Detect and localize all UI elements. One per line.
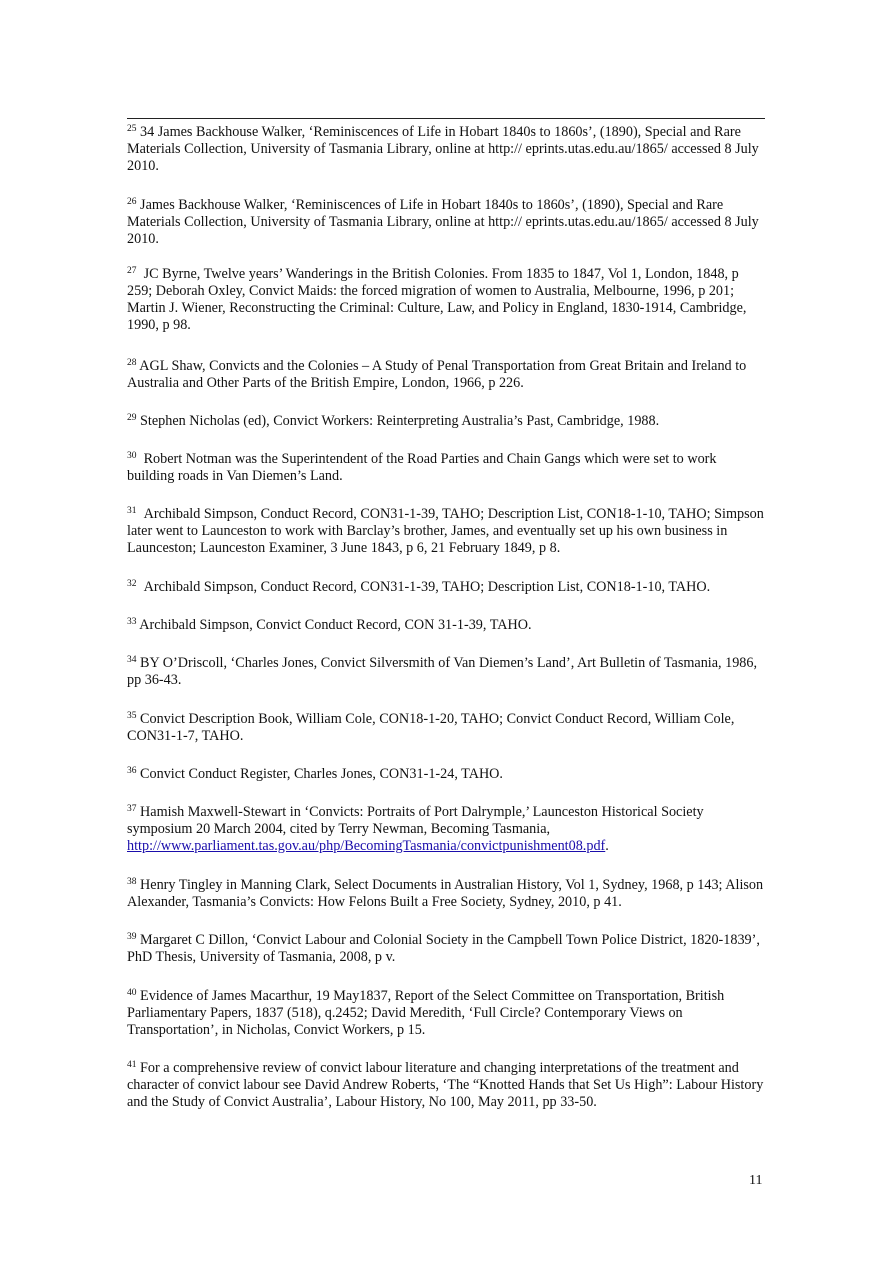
footnote-text: Henry Tingley in Manning Clark, Select Documents in Australian History, Vol 1, Sydney, 1968, p 143; Alison Alexander, Tasmania’s Convicts: How Felons Built a Free Society, Sydney, 2010, p 41.: [127, 877, 764, 910]
footnote-text: Margaret C Dillon, ‘Convict Labour and Colonial Society in the Campbell Town Police District, 1820-1839’, PhD Thesis, University of Tasmania, 2008, p v.: [127, 932, 760, 965]
footnote-number: 26: [127, 197, 137, 207]
footnote-32: [127, 579, 767, 596]
footnote-text: James Backhouse Walker, ‘Reminiscences of Life in Hobart 1840s to 1860s’, (1890), Special and Rare Materials Collection, University of Tasmania Library, online at http:// eprints.utas.edu.au/1865/ accessed 8 July 2010.: [127, 197, 759, 247]
footnote-37-link[interactable]: http://www.parliament.tas.gov.au/php/BecomingTasmania/convictpunishment08.pdf: [127, 838, 606, 854]
footnote-number: 41: [127, 1060, 137, 1070]
footnote-31: [127, 506, 767, 557]
footnote-number: 37: [127, 804, 137, 814]
footnote-text: Archibald Simpson, Conduct Record, CON31-1-39, TAHO; Description List, CON18-1-10, TAHO; Simpson later went to Launceston to work with Barclay’s brother, James, and eventually set up his own business in Launceston; Launceston Examiner, 3 June 1843, p 6, 21 February 1849, p 8.: [127, 506, 764, 556]
footnote-number: 33: [127, 617, 137, 627]
footnote-text: Convict Description Book, William Cole, CON18-1-20, TAHO; Convict Conduct Record, William Cole, CON31-1-7, TAHO.: [127, 711, 735, 744]
footnote-text: Hamish Maxwell-Stewart in ‘Convicts: Portraits of Port Dalrymple,’ Launceston Historical Society symposium 20 March 2004, cited by Terry Newman, Becoming Tasmania,: [127, 804, 704, 837]
footnote-number: 32: [127, 579, 137, 589]
footnote-number: 25: [127, 124, 137, 134]
footnote-number: 38: [127, 877, 137, 887]
footnote-37: [127, 804, 767, 855]
footnote-text: Convict Conduct Register, Charles Jones, CON31-1-24, TAHO.: [140, 766, 503, 782]
footnote-text: BY O’Driscoll, ‘Charles Jones, Convict Silversmith of Van Diemen’s Land’, Art Bulletin of Tasmania, 1986, pp 36-43.: [127, 655, 758, 688]
footnote-27: [127, 266, 767, 334]
footnote-33: [127, 617, 767, 634]
footnote-25: [127, 124, 767, 175]
footnote-35: [127, 711, 767, 745]
footnote-40: [127, 988, 767, 1039]
footnote-41: [127, 1060, 767, 1111]
footnote-number: 31: [127, 506, 137, 516]
footnote-number: 35: [127, 711, 137, 721]
footnote-number: 40: [127, 988, 137, 998]
footnote-number: 28: [127, 358, 137, 368]
footnote-text: AGL Shaw, Convicts and the Colonies – A Study of Penal Transportation from Great Britain and Ireland to Australia and Other Parts of the British Empire, London, 1966, p 226.: [127, 358, 747, 391]
footnote-text: Archibald Simpson, Convict Conduct Record, CON 31-1-39, TAHO.: [139, 617, 532, 633]
footnote-number: 36: [127, 766, 137, 776]
footnote-text: Evidence of James Macarthur, 19 May1837, Report of the Select Committee on Transportation, British Parliamentary Papers, 1837 (518), q.2452; David Meredith, ‘Full Circle? Contemporary Views on Transportation’, in Nicholas, Convict Workers, p 15.: [127, 988, 725, 1038]
footnote-number: 34: [127, 655, 137, 665]
footnote-trailing-period: .: [605, 838, 609, 854]
footnote-number: 29: [127, 413, 137, 423]
footnote-34: [127, 655, 767, 689]
footnote-text: For a comprehensive review of convict labour literature and changing interpretations of the treatment and character of convict labour see David Andrew Roberts, ‘The “Knotted Hands that Set Us High”: Labour History and the Study of Convict Australia’, Labour History, No 100, May 2011, pp 33-50.: [127, 1060, 764, 1110]
footnote-text: 34 James Backhouse Walker, ‘Reminiscences of Life in Hobart 1840s to 1860s’, (1890), Special and Rare Materials Collection, University of Tasmania Library, online at http:// eprints.utas.edu.au/1865/ accessed 8 July 2010.: [127, 124, 759, 174]
page-number: 11: [749, 1173, 763, 1188]
footnote-text: JC Byrne, Twelve years’ Wanderings in the British Colonies. From 1835 to 1847, Vol 1, London, 1848, p 259; Deborah Oxley, Convict Maids: the forced migration of women to Australia, Melbourne, 1996, p 201; Martin J. Wiener, Reconstructing the Criminal: Culture, Law, and Policy in England, 1830-1914, Cambridge, 1990, p 98.: [127, 266, 747, 333]
footnote-30: [127, 451, 767, 485]
footnote-number: 30: [127, 451, 137, 461]
footnote-28: [127, 358, 767, 392]
footnote-text: Robert Notman was the Superintendent of the Road Parties and Chain Gangs which were set to work building roads in Van Diemen’s Land.: [127, 451, 717, 484]
footnote-38: [127, 877, 767, 911]
footnote-text: Stephen Nicholas (ed), Convict Workers: Reinterpreting Australia’s Past, Cambridge, 1988.: [140, 413, 660, 429]
footnote-29: [127, 413, 767, 430]
footnote-number: 39: [127, 932, 137, 942]
footnote-26: [127, 197, 767, 248]
footnote-text: Archibald Simpson, Conduct Record, CON31-1-39, TAHO; Description List, CON18-1-10, TAHO.: [143, 579, 711, 595]
footnote-36: [127, 766, 767, 783]
footnote-number: 27: [127, 266, 137, 276]
footnote-39: [127, 932, 767, 966]
footnote-separator-rule: [127, 118, 765, 119]
